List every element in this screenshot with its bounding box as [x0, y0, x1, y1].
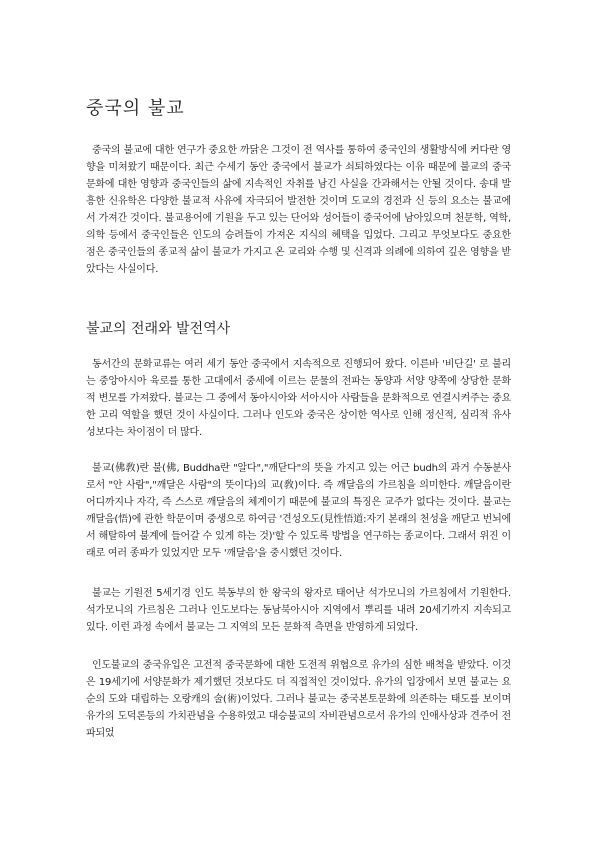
section-paragraph: 불교(佛敎)란 불(佛, Buddha란 "알다","깨닫다"의 뜻을 가지고 있는 어근 budh의 과거 수동분사로서 "안 사람","깨달은 사람"의 뜻이다)의 교(敎)이다. 즉 깨달음의 가르침을 의미한다. 깨달음이란 어디까지나 자각, 즉 스스로 깨달음의 체계이기 때문에 불교의 특징은 교주가 없다는 것이다. 불교는 깨달음(悟)에 관한 학문이며 중생으로 하여금 '견성오도(見性悟道:자기 본래의 천성을 깨닫고 번뇌에서 해탈하여 불계에 들어갈 수 있게 하는 것)'할 수 있도록 방법을 연구하는 종교이다. 그래서 위진 이래로 여러 종파가 있었지만 모두 '깨달음'을 중시했던 것이다.	[86, 463, 511, 559]
section-paragraph: 불교는 기원전 5세기경 인도 북동부의 한 왕국의 왕자로 태어난 석가모니의 가르침에서 기원한다. 석가모니의 가르침은 그러나 인도보다는 동남북아시아 지역에서 뿌리를 내려 20세기까지 지속되고 있다. 이런 과정 속에서 불교는 그 지역의 모든 문화적 측면을 반영하게 되었다.	[86, 588, 511, 633]
section-heading: 불교의 전래와 발전역사	[86, 321, 231, 337]
intro-paragraph: 중국의 불교에 대한 연구가 중요한 까닭은 그것이 전 역사를 통하여 중국인의 생활방식에 커다란 영향을 미쳐왔기 때문이다. 최근 수세기 동안 중국에서 불교가 쇠퇴하였다는 이유 때문에 불교의 중국문화에 대한 영향과 중국인들의 삶에 지속적인 자취를 남긴 사실을 간과해서는 안될 것이다. 송대 발흥한 신유학은 다양한 불교적 사유에 자극되어 발전한 것이며 도교의 경전과 신 등의 요소는 불교에서 가져간 것이다. 불교용어에 기원을 두고 있는 단어와 성어들이 중국어에 남아있으며 천문학, 역학, 의학 등에서 중국인들은 인도의 승려들이 가져온 지식의 혜택을 입었다. 그리고 무엇보다도 중요한 점은 중국인들의 종교적 삶이 불교가 가지고 온 교리와 수행 및 신격과 의례에 의하여 깊은 영향을 받았다는 사실이다.	[86, 145, 511, 275]
page-title: 중국의 불교	[86, 98, 185, 119]
section-paragraph: 인도불교의 중국유입은 고전적 중국문화에 대한 도전적 위협으로 유가의 심한 배척을 받았다. 이것은 19세기에 서양문화가 제기했던 것보다도 더 직접적인 것이었다. 유가의 입장에서 보면 불교는 요순의 도와 대립하는 오랑캐의 술(術)이었다. 그러나 불교는 중국본토문화에 의존하는 태도를 보이며 유가의 도덕론등의 가치관념을 수용하였고 대승불교의 자비관념으로서 유가의 인애사상과 견주어 전파되었	[86, 660, 511, 739]
section-paragraph: 동서간의 문화교류는 여러 세기 동안 중국에서 지속적으로 진행되어 왔다. 이른바 '비단길' 로 불리는 중앙아시아 육로를 통한 고대에서 중세에 이르는 문물의 전파는 동양과 서양 양쪽에 상당한 문화적 변모를 가져왔다. 불교는 그 중에서 동아시아와 서아시아 사람들을 문화적으로 연결시켜주는 중요한 고리 역할을 했던 것이 사실이다. 그러나 인도와 중국은 상이한 역사로 인해 정신적, 심리적 유사성보다는 차이점이 더 많다.	[86, 359, 511, 438]
